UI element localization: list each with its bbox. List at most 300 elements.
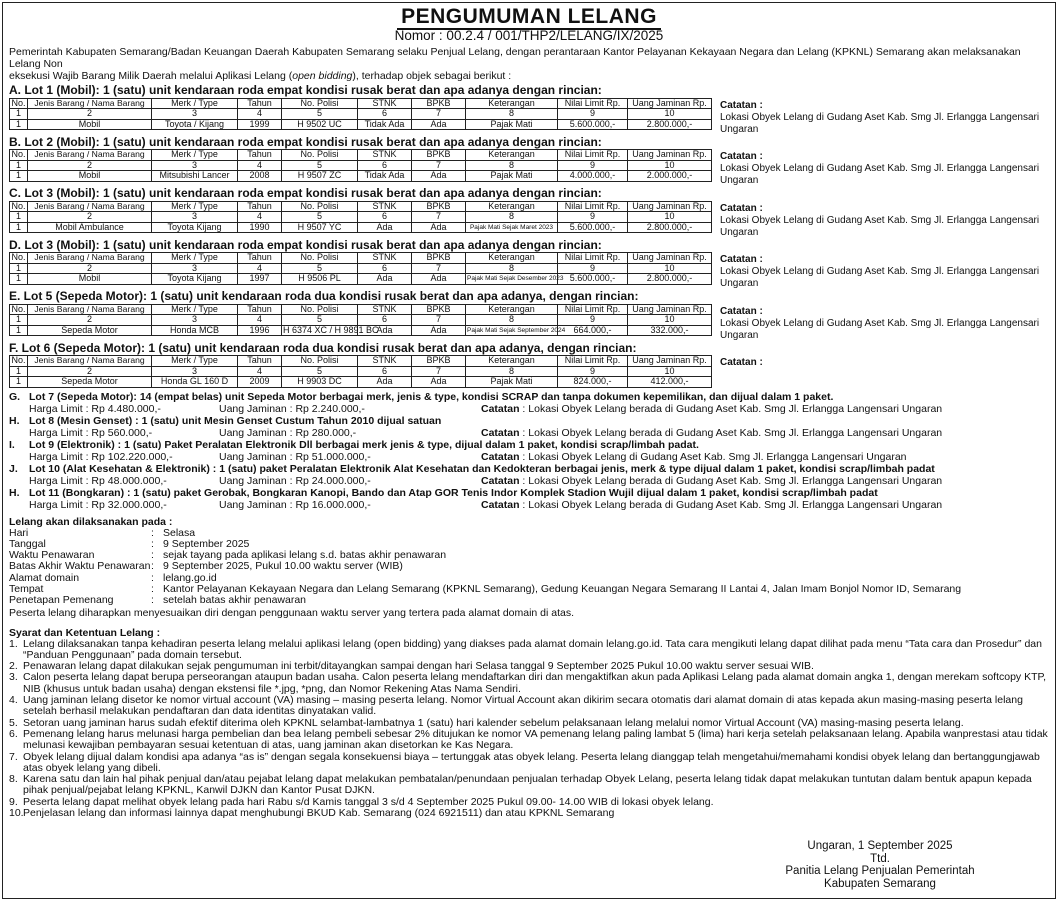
table-cell: No. xyxy=(11,252,26,262)
other-lot-letter: I. xyxy=(9,438,15,451)
table-cell: Tahun xyxy=(238,150,282,161)
schedule-value: 9 September 2025, Pukul 10.00 waktu server (WIB) xyxy=(163,560,403,573)
table-cell: 2008 xyxy=(238,171,282,182)
table-cell: Mobil xyxy=(28,171,152,182)
terms-list xyxy=(9,639,1049,820)
table-cell: 6 xyxy=(358,366,412,377)
table-number-row xyxy=(10,212,712,223)
schedule-colon: : xyxy=(151,537,154,550)
lot-heading: A. Lot 1 (Mobil): 1 (satu) unit kendaraan roda empat kondisi rusak berat dan apa adanya dengan rincian: xyxy=(9,83,602,97)
signature-block xyxy=(765,840,995,890)
table-cell: 664.000,- xyxy=(558,325,628,336)
table-cell: 5 xyxy=(282,315,358,326)
table-cell: 3 xyxy=(152,366,238,377)
table-cell: BPKB xyxy=(412,253,466,264)
schedule-key: Tempat xyxy=(9,582,44,595)
table-cell: Uang Jaminan Rp. xyxy=(628,150,712,161)
lot-catatan xyxy=(720,98,1049,136)
table-cell: Tidak Ada xyxy=(358,171,412,182)
table-cell: 9 xyxy=(558,212,628,223)
table-cell: Ada xyxy=(358,325,412,336)
table-cell: Pajak Mati xyxy=(466,377,558,388)
term-text: Obyek lelang dijual dalam kondisi apa adanya “as is” dengan segala konsekuensi biaya – tertunggak atas obyek lelang. Peserta lelang dianggap telah mengetahui/memahami kondisi obyek lelang dan bertanggungjawab atas obyek lelang yang dibeli. xyxy=(23,750,1040,774)
term-item xyxy=(9,729,1049,752)
table-cell: 1 xyxy=(10,171,28,182)
term-item xyxy=(9,808,1049,819)
table-cell: 1996 xyxy=(238,325,282,336)
table-cell: H 9507 YC xyxy=(282,222,358,233)
schedule-key: Hari xyxy=(9,526,29,539)
schedule-row xyxy=(9,595,1049,606)
table-cell: 10 xyxy=(628,366,712,377)
table-cell: 7 xyxy=(412,315,466,326)
table-cell: Toyota Kijang xyxy=(152,274,238,285)
other-lot-item xyxy=(9,391,1049,415)
table-cell: Jenis Barang / Nama Barang xyxy=(28,98,152,109)
table-cell: Merk / Type xyxy=(152,356,238,367)
schedule-key: Tanggal xyxy=(9,537,46,550)
catatan-text: : Lokasi Obyek Lelang berada di Gudang Aset Kab. Smg Jl. Erlangga Langensari Ungaran xyxy=(519,426,943,439)
table-cell: 10 xyxy=(628,315,712,326)
table-cell: Keterangan xyxy=(466,356,558,367)
table-cell: Merk / Type xyxy=(152,201,238,212)
table-cell: Ada xyxy=(412,171,466,182)
table-cell: 2 xyxy=(28,160,152,171)
table-cell: 8 xyxy=(466,109,558,120)
other-lot-heading: Lot 7 (Sepeda Motor): 14 (empat belas) unit Sepeda Motor berbagai merk, jenis & type, kondisi SCRAP dan tanpa dokumen kepemilikan, dan dijual dalam 1 paket. xyxy=(29,390,834,403)
term-item xyxy=(9,672,1049,695)
table-cell: 2.800.000,- xyxy=(628,222,712,233)
table-cell: Merk / Type xyxy=(152,150,238,161)
table-row xyxy=(10,119,712,130)
lot-catatan xyxy=(720,149,1049,187)
catatan-label: Catatan : xyxy=(720,99,763,111)
catatan-text: Lokasi Obyek Lelang di Gudang Aset Kab. Smg Jl. Erlangga Langensari Ungaran xyxy=(720,317,1040,341)
catatan-text: : Lokasi Obyek Lelang berada di Gudang Aset Kab. Smg Jl. Erlangga Langensari Ungaran xyxy=(519,498,943,511)
table-cell: 1 xyxy=(10,263,28,274)
signature-ttd: Ttd. xyxy=(870,852,890,865)
term-number: 9. xyxy=(9,795,18,808)
table-header-row xyxy=(10,356,712,367)
table-cell: Nilai Limit Rp. xyxy=(558,253,628,264)
harga-limit: Harga Limit : Rp 48.000.000,- xyxy=(29,474,167,487)
table-cell: Toyota Kijang xyxy=(152,222,238,233)
catatan-text: : Lokasi Obyek Lelang di Gudang Aset Kab. Smg Jl. Erlangga Langensari Ungaran xyxy=(519,450,907,463)
lot-section xyxy=(9,136,1049,188)
table-cell: 5.600.000,- xyxy=(558,222,628,233)
uang-jaminan: Uang Jaminan : Rp 51.000.000,- xyxy=(219,450,371,463)
table-cell: Uang Jaminan Rp. xyxy=(628,304,712,315)
term-number: 1. xyxy=(9,637,18,650)
announcement-page xyxy=(2,2,1056,899)
table-cell: 2.000.000,- xyxy=(628,171,712,182)
table-cell: 6 xyxy=(358,109,412,120)
table-cell: 9 xyxy=(558,315,628,326)
table-row xyxy=(10,274,712,285)
table-cell: 4 xyxy=(238,315,282,326)
table-cell: Uang Jaminan Rp. xyxy=(628,98,712,109)
other-lot-catatan xyxy=(481,475,942,487)
lot-table xyxy=(9,201,712,234)
lot-table xyxy=(9,355,712,388)
schedule-value: setelah batas akhir penawaran xyxy=(163,594,307,607)
table-cell: 6 xyxy=(358,315,412,326)
table-cell: Mobil xyxy=(28,119,152,130)
table-cell: Uang Jaminan Rp. xyxy=(628,253,712,264)
table-cell: No. Polisi xyxy=(282,253,358,264)
schedule-key: Batas Akhir Waktu Penawaran xyxy=(9,560,151,573)
table-cell: STNK xyxy=(358,201,412,212)
table-cell: Ada xyxy=(412,222,466,233)
table-cell: 5 xyxy=(282,263,358,274)
table-header-row xyxy=(10,253,712,264)
schedule-value: 9 September 2025 xyxy=(163,537,250,550)
table-cell: Keterangan xyxy=(466,201,558,212)
table-cell: Nilai Limit Rp. xyxy=(558,98,628,109)
table-cell: Tahun xyxy=(238,98,282,109)
table-cell: Keterangan xyxy=(466,98,558,109)
table-cell: 1 xyxy=(10,119,28,130)
table-cell: 4 xyxy=(238,109,282,120)
table-cell: 1 xyxy=(10,325,28,336)
table-cell: 2 xyxy=(28,366,152,377)
table-header-row xyxy=(10,304,712,315)
lot-heading: E. Lot 5 (Sepeda Motor): 1 (satu) unit kendaraan roda dua kondisi rusak berat dan apa adanya, dengan rincian: xyxy=(9,289,639,303)
table-cell: Ada xyxy=(412,377,466,388)
table-cell: 412.000,- xyxy=(628,377,712,388)
table-cell: Mobil Ambulance xyxy=(28,222,152,233)
table-cell: 2.800.000,- xyxy=(628,274,712,285)
table-cell: STNK xyxy=(358,304,412,315)
other-lot-letter: H. xyxy=(9,486,20,499)
term-number: 2. xyxy=(9,660,18,673)
table-cell: 7 xyxy=(412,366,466,377)
table-cell: No. xyxy=(11,97,26,108)
table-cell: Keterangan xyxy=(466,304,558,315)
table-cell: Sepeda Motor xyxy=(28,325,152,336)
table-cell: Merk / Type xyxy=(152,304,238,315)
terms-title: Syarat dan Ketentuan Lelang : xyxy=(9,626,161,639)
table-cell: 2 xyxy=(28,315,152,326)
table-cell: Tahun xyxy=(238,253,282,264)
table-number-row xyxy=(10,315,712,326)
schedule-value: sejak tayang pada aplikasi lelang s.d. batas akhir penawaran xyxy=(163,549,447,562)
table-header-row xyxy=(10,201,712,212)
table-cell: 824.000,- xyxy=(558,377,628,388)
term-item xyxy=(9,774,1049,797)
table-cell: No. Polisi xyxy=(282,150,358,161)
table-row xyxy=(10,171,712,182)
schedule-value: Kantor Pelayanan Kekayaan Negara dan Lelang Semarang (KPKNL Semarang), Gedung Keuangan Negara Semarang II Lantai 4, Jalan Imam Bonjol Nomor ID, Semarang xyxy=(163,582,962,595)
table-cell: 7 xyxy=(412,109,466,120)
schedule-colon: : xyxy=(151,526,154,539)
other-lot-catatan xyxy=(481,451,907,463)
other-lot-item xyxy=(9,463,1049,487)
table-cell: 10 xyxy=(628,160,712,171)
table-cell: No. xyxy=(11,200,26,211)
table-cell: 2 xyxy=(28,109,152,120)
table-cell: 7 xyxy=(412,212,466,223)
schedule-colon: : xyxy=(151,571,154,584)
catatan-text: Lokasi Obyek Lelang di Gudang Aset Kab. Smg Jl. Erlangga Langensari Ungaran xyxy=(720,214,1040,238)
term-text: Pemenang lelang harus melunasi harga pembelian dan bea lelang pembeli sebesar 2% ditujukan ke nomor VA pemenang lelang paling lambat 5 (lima) hari kerja setelah pelaksanaan lelang. Apabila wanprestasi atau tidak melunasi kewajiban pembayaran sesuai ketentuan di atas, uang jaminan akan disetorkan ke Kas Negara. xyxy=(23,727,1048,752)
uang-jaminan: Uang Jaminan : Rp 16.000.000,- xyxy=(219,498,371,511)
signature-org: Panitia Lelang Penjualan Pemerintah xyxy=(785,865,975,877)
other-lot-heading: Lot 10 (Alat Kesehatan & Elektronik) : 1 (satu) paket Peralatan Elektronik Alat Kesehatan dan Kedokteran berbagai jenis, merk & type dijual dalam 1 paket, kondisi scrap/limbah padat xyxy=(29,462,935,475)
lot-catatan xyxy=(720,201,1049,239)
catatan-label: Catatan : xyxy=(720,305,763,317)
table-cell: 332.000,- xyxy=(628,325,712,336)
table-cell: 10 xyxy=(628,212,712,223)
table-cell: 6 xyxy=(358,212,412,223)
table-cell: 5 xyxy=(282,160,358,171)
table-cell: Ada xyxy=(412,274,466,285)
table-cell: BPKB xyxy=(412,201,466,212)
table-cell: 7 xyxy=(412,160,466,171)
schedule-colon: : xyxy=(151,582,154,595)
uang-jaminan: Uang Jaminan : Rp 24.000.000,- xyxy=(219,474,371,487)
term-number: 3. xyxy=(9,671,18,684)
signature-org-2: Kabupaten Semarang xyxy=(824,877,936,890)
schedule-row xyxy=(9,561,1049,572)
table-cell: 4 xyxy=(238,160,282,171)
table-cell: 8 xyxy=(466,160,558,171)
table-cell: BPKB xyxy=(412,150,466,161)
table-cell: No. xyxy=(11,149,26,159)
table-cell: 5 xyxy=(282,366,358,377)
schedule-value: lelang.go.id xyxy=(163,571,217,584)
catatan-text: Lokasi Obyek Lelang di Gudang Aset Kab. Smg Jl. Erlangga Langensari Ungaran xyxy=(720,163,1040,186)
schedule-colon: : xyxy=(151,560,154,573)
table-cell: BPKB xyxy=(412,98,466,109)
table-cell: Pajak Mati Sejak Desember 2023 xyxy=(467,275,564,282)
table-cell: No. Polisi xyxy=(282,98,358,109)
schedule-colon: : xyxy=(151,549,154,562)
term-text: Lelang dilaksanakan tanpa kehadiran peserta lelang melalui aplikasi lelang (open bidding) yang diakses pada alamat domain lelang.go.id. Tata cara mengikuti lelang dapat dilihat pada menu “Tata cara dan Prosedur” dan “Panduan Penggunaan” pada domain tersebut. xyxy=(23,637,1042,661)
table-cell: 8 xyxy=(466,366,558,377)
harga-limit: Harga Limit : Rp 32.000.000,- xyxy=(29,498,167,511)
term-text: Peserta lelang dapat melihat obyek lelang pada hari Rabu s/d Kamis tanggal 3 s/d 4 September 2025 Pukul 09.00- 14.00 WIB di lokasi obyek lelang. xyxy=(23,795,714,808)
table-cell: 2 xyxy=(28,212,152,223)
table-cell: 4 xyxy=(238,366,282,377)
table-cell: 1 xyxy=(10,315,28,326)
table-header-row xyxy=(10,150,712,161)
table-cell: Merk / Type xyxy=(152,253,238,264)
schedule-list xyxy=(9,528,1049,607)
table-cell: 5.600.000,- xyxy=(558,119,628,130)
table-cell: H 9507 ZC xyxy=(282,171,358,182)
table-cell: STNK xyxy=(358,98,412,109)
other-lot-letter: G. xyxy=(9,390,21,403)
lot-table xyxy=(9,98,712,131)
schedule-value: Selasa xyxy=(163,526,196,539)
table-cell: No. Polisi xyxy=(282,356,358,367)
table-cell: Tahun xyxy=(238,201,282,212)
catatan-text: Lokasi Obyek Lelang di Gudang Aset Kab. Smg Jl. Erlangga Langensari Ungaran xyxy=(720,266,1040,289)
lot-heading: F. Lot 6 (Sepeda Motor): 1 (satu) unit kendaraan roda dua kondisi rusak berat dan apa adanya, dengan rincian: xyxy=(9,340,637,355)
other-lot-letter: H. xyxy=(9,414,20,427)
table-cell: 4 xyxy=(238,212,282,223)
table-cell: Nilai Limit Rp. xyxy=(558,356,628,367)
table-cell: 1999 xyxy=(238,119,282,130)
table-cell: No. Polisi xyxy=(282,304,358,315)
table-cell: Pajak Mati Sejak Maret 2023 xyxy=(466,222,558,233)
schedule-note: Peserta lelang diharapkan menyesuaikan diri dengan penggunaan waktu server yang tertera pada alamat domain di atas. xyxy=(9,606,575,619)
table-cell: Jenis Barang / Nama Barang xyxy=(28,356,152,367)
catatan-label: Catatan : xyxy=(720,202,763,214)
table-cell: 1 xyxy=(10,109,28,120)
table-cell: Uang Jaminan Rp. xyxy=(628,356,712,367)
other-lot-item xyxy=(9,487,1049,511)
uang-jaminan: Uang Jaminan : Rp 280.000,- xyxy=(219,426,357,439)
catatan-label: Catatan xyxy=(481,498,520,511)
table-cell: 1 xyxy=(10,212,28,223)
table-cell: 7 xyxy=(412,263,466,274)
term-number: 8. xyxy=(9,773,18,786)
catatan-text: : Lokasi Obyek Lelang berada di Gudang Aset Kab. Smg Jl. Erlangga Langensari Ungaran xyxy=(519,474,943,487)
harga-limit: Harga Limit : Rp 4.480.000,- xyxy=(29,402,161,415)
table-cell: Nilai Limit Rp. xyxy=(558,150,628,161)
table-cell: 1 xyxy=(10,366,28,377)
lot-section xyxy=(9,187,1049,239)
harga-limit: Harga Limit : Rp 560.000,- xyxy=(29,426,153,439)
catatan-label: Catatan xyxy=(481,402,520,415)
other-lot-heading: Lot 8 (Mesin Genset) : 1 (satu) unit Mesin Genset Custum Tahun 2010 dijual satuan xyxy=(29,414,442,427)
schedule-title: Lelang akan dilaksanakan pada : xyxy=(9,515,173,528)
table-number-row xyxy=(10,109,712,120)
lot-section xyxy=(9,290,1049,342)
table-cell: Uang Jaminan Rp. xyxy=(628,201,712,212)
signature-place-date: Ungaran, 1 September 2025 xyxy=(807,840,953,852)
term-number: 5. xyxy=(9,716,18,729)
table-cell: 1 xyxy=(10,222,28,233)
table-cell: 3 xyxy=(152,315,238,326)
table-cell: 5.600.000,- xyxy=(558,274,628,285)
table-cell: 5 xyxy=(282,212,358,223)
table-cell: Sepeda Motor xyxy=(28,377,152,388)
table-cell: Nilai Limit Rp. xyxy=(558,304,628,315)
term-text: Calon peserta lelang dapat berupa perseorangan ataupun badan usaha. Calon peserta lelang mendaftarkan diri dan mengaktifkan akun pada Aplikasi Lelang pada alamat domain angka 1, dengan merekam softcopy KTP, NIB (khusus untuk badan usaha) dengan ekstensi file *.jpg, *png, dan Nomor Rekening Atas Nama Sendiri. xyxy=(23,671,1047,695)
table-cell: Tahun xyxy=(238,304,282,315)
other-lot-catatan xyxy=(481,427,942,439)
table-cell: 5 xyxy=(282,109,358,120)
table-cell: 9 xyxy=(558,160,628,171)
table-cell: Ada xyxy=(358,222,412,233)
table-cell: 1 xyxy=(10,377,28,388)
lot-section xyxy=(9,342,1049,388)
table-cell: 3 xyxy=(152,109,238,120)
table-cell: Ada xyxy=(358,377,412,388)
table-header-row xyxy=(10,98,712,109)
table-cell: Honda MCB xyxy=(152,325,238,336)
table-cell: Ada xyxy=(412,119,466,130)
lot-heading: C. Lot 3 (Mobil): 1 (satu) unit kendaraan roda empat kondisi rusak berat dan apa adanya dengan rincian: xyxy=(9,186,602,200)
table-row xyxy=(10,222,712,233)
table-cell: H 9903 DC xyxy=(282,377,358,388)
lot-catatan xyxy=(720,252,1049,290)
other-lot-item xyxy=(9,439,1049,463)
document-number: Nomor : 00.2.4 / 001/THP2/LELANG/IX/2025 xyxy=(394,28,664,43)
lot-catatan xyxy=(720,304,1049,342)
intro-paragraph: Pemerintah Kabupaten Semarang/Badan Keuangan Daerah Kabupaten Semarang selaku Penjual Lelang, dengan perantaraan Kantor Pelayanan Kekayaan Negara dan Lelang (KPKNL) Semarang akan melaksanakan Lelang Non eksekusi Wajib Barang Milik Daerah melalui Aplikasi Lelang (open bidding), terhadap objek sebagai berikut : xyxy=(9,46,1021,82)
term-text: Penjelasan lelang dan informasi lainnya dapat menghubungi BKUD Kab. Semarang (024 6921511) dan atau KPKNL Semarang xyxy=(23,807,615,820)
table-cell: 3 xyxy=(152,160,238,171)
table-cell: Toyota / Kijang xyxy=(152,119,238,130)
table-cell: No. Polisi xyxy=(282,201,358,212)
table-cell: 8 xyxy=(466,315,558,326)
table-cell: 10 xyxy=(628,109,712,120)
table-cell: Ada xyxy=(358,274,412,285)
table-number-row xyxy=(10,263,712,274)
catatan-label: Catatan : xyxy=(720,254,763,265)
table-cell: 4 xyxy=(238,263,282,274)
lot-heading: D. Lot 3 (Mobil): 1 (satu) unit kendaraan roda empat kondisi rusak berat dan apa adanya dengan rincian: xyxy=(9,237,602,252)
table-cell: Tidak Ada xyxy=(358,119,412,130)
table-cell: Jenis Barang / Nama Barang xyxy=(28,304,152,315)
table-cell: 2009 xyxy=(238,377,282,388)
schedule-colon: : xyxy=(151,594,154,607)
table-cell: 4.000.000,- xyxy=(558,171,628,182)
other-lot-item xyxy=(9,415,1049,439)
other-lot-letter: J. xyxy=(9,462,18,475)
lot-tables xyxy=(9,84,1049,388)
other-lot-heading: Lot 9 (Elektronik) : 1 (satu) Paket Peralatan Elektronik Dll berbagai merk jenis & type, dijual dalam 1 paket, kondisi scrap/limbah padat. xyxy=(29,438,699,451)
table-cell: 9 xyxy=(558,366,628,377)
table-cell: Jenis Barang / Nama Barang xyxy=(28,201,152,212)
catatan-label: Catatan : xyxy=(720,357,763,368)
schedule-key: Penetapan Pemenang xyxy=(9,594,114,607)
lot-catatan xyxy=(720,355,763,369)
lot-section xyxy=(9,84,1049,136)
table-cell: Ada xyxy=(412,325,466,336)
table-number-row xyxy=(10,366,712,377)
table-cell: Tahun xyxy=(238,356,282,367)
harga-limit: Harga Limit : Rp 102.220.000,- xyxy=(29,450,173,463)
table-cell: 6 xyxy=(358,160,412,171)
term-number: 4. xyxy=(9,694,18,707)
table-cell: 1 xyxy=(10,160,28,171)
term-text: Penawaran lelang dapat dilakukan sejak pengumuman ini terbit/ditayangkan sampai dengan hari Selasa tanggal 9 September 2025 Pukul 10.00 waktu server sesuai WIB. xyxy=(23,660,814,673)
term-number: 10. xyxy=(9,807,24,820)
catatan-label: Catatan : xyxy=(720,151,763,162)
lot-table xyxy=(9,304,712,337)
table-cell: 1990 xyxy=(238,222,282,233)
term-item xyxy=(9,752,1049,775)
catatan-label: Catatan xyxy=(481,450,520,463)
table-cell: 1 xyxy=(10,274,28,285)
table-cell: 9 xyxy=(558,109,628,120)
table-cell: Honda GL 160 D xyxy=(152,377,238,388)
table-cell: Nilai Limit Rp. xyxy=(558,201,628,212)
table-cell: STNK xyxy=(358,253,412,264)
table-cell: 2.800.000,- xyxy=(628,119,712,130)
other-lot-heading: Lot 11 (Bongkaran) : 1 (satu) paket Gerobak, Bongkaran Kanopi, Bando dan Atap GOR Tenis Indor Komplek Stadion Wujil dijual dalam 1 paket, kondisi scrap/limbah padat xyxy=(29,486,878,499)
table-cell: 3 xyxy=(152,263,238,274)
table-cell: H 9502 UC xyxy=(282,119,358,130)
table-cell: Keterangan xyxy=(466,150,558,161)
term-text: Uang jaminan lelang disetor ke nomor virtual account (VA) masing – masing peserta lelang. Nomor Virtual Account akan dikirim secara otomatis dari alamat domain di atas kepada akun masing-masing peserta lelang setelah berhasil melakukan pendaftaran dan data identitas dinyatakan valid. xyxy=(23,694,1023,718)
table-cell: Jenis Barang / Nama Barang xyxy=(28,253,152,264)
table-row xyxy=(10,325,712,336)
table-cell: No. xyxy=(11,303,26,314)
lot-section xyxy=(9,239,1049,291)
other-lot-catatan xyxy=(481,499,942,511)
catatan-text: Lokasi Obyek Lelang di Gudang Aset Kab. Smg Jl. Erlangga Langensari Ungaran xyxy=(720,111,1040,135)
page-title: PENGUMUMAN LELANG xyxy=(9,6,1049,28)
table-cell: Pajak Mati Sejak September 2024 xyxy=(467,326,566,334)
table-number-row xyxy=(10,160,712,171)
term-item xyxy=(9,639,1049,662)
